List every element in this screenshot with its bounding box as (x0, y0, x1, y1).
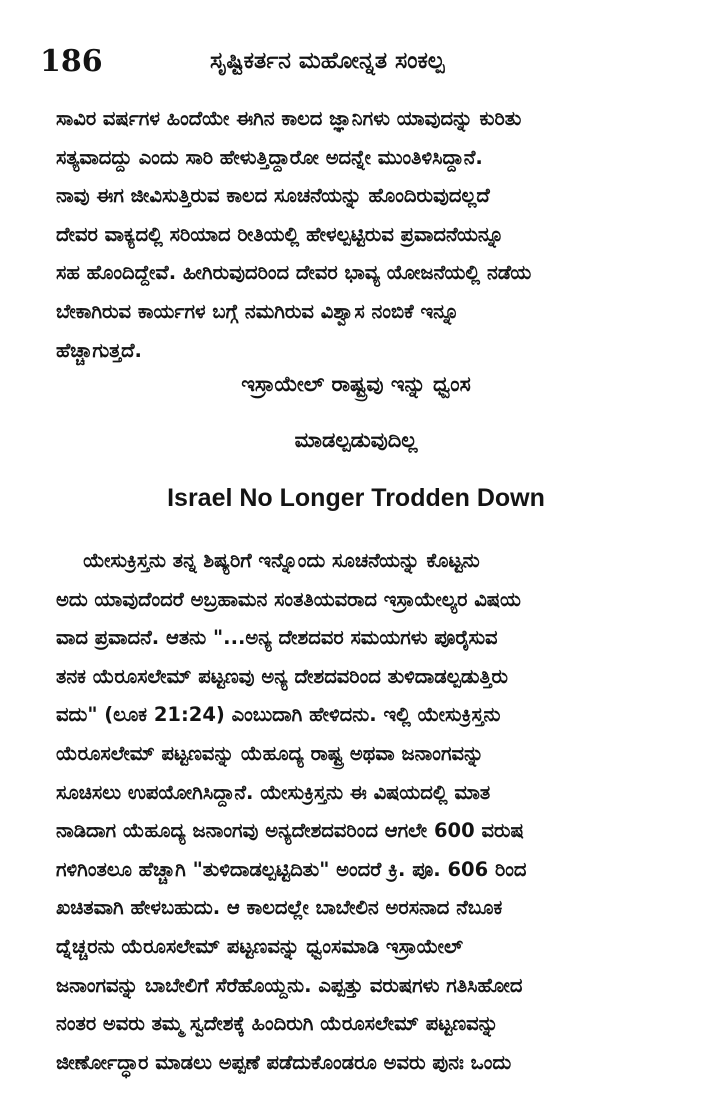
section-heading-kannada-line-1: ಇಸ್ರಾಯೇಲ್ ರಾಷ್ಟ್ರವು ಇನ್ನು ಧ್ವಂಸ (241, 372, 471, 396)
text-line: ಸೂಚಿಸಲು ಉಪಯೋಗಿಸಿದ್ದಾನೆ. ಯೇಸುಕ್ರಿಸ್ತನು ಈ ವಿಷಯದಲ್ಲಿ ಮಾತ (56, 780, 491, 804)
text-line: ತನಕ ಯೆರೂಸಲೇಮ್ ಪಟ್ಟಣವು ಅನ್ಯ ದೇಶದವರಿಂದ ತುಳಿದಾಡಲ್ಪಡುತ್ತಿರು (56, 664, 508, 688)
text-line: ಸಹ ಹೊಂದಿದ್ದೇವೆ. ಹೀಗಿರುವುದರಿಂದ ದೇವರ ಭಾವ್ಯ ಯೋಜನೆಯಲ್ಲಿ ನಡೆಯ (56, 261, 532, 285)
text-line: ನಾವು ಈಗ ಜೀವಿಸುತ್ತಿರುವ ಕಾಲದ ಸೂಚನೆಯನ್ನು ಹೊಂದಿರುವುದಲ್ಲದೆ (56, 184, 490, 208)
text-line: ದ್ನೆಚ್ಚರನು ಯೆರೂಸಲೇಮ್ ಪಟ್ಟಣವನ್ನು ಧ್ವಂಸಮಾಡಿ ಇಸ್ರಾಯೇಲ್ (56, 934, 463, 958)
text-line: ಯೆರೂಸಲೇಮ್ ಪಟ್ಟಣವನ್ನು ಯೆಹೂದ್ಯ ರಾಷ್ಟ್ರ ಅಥವಾ ಜನಾಂಗವನ್ನು (56, 741, 484, 765)
text-line: ಹೆಚ್ಚಾಗುತ್ತದೆ. (56, 338, 142, 362)
text-line: ಸತ್ಯವಾದದ್ದು ಎಂದು ಸಾರಿ ಹೇಳುತ್ತಿದ್ದಾರೋ ಅದನ್ನೇ ಮುಂತಿಳಿಸಿದ್ದಾನೆ. (56, 145, 483, 169)
text-line: ವದು" (ಲೂಕ 21:24) ಎಂಬುದಾಗಿ ಹೇಳಿದನು. ಇಲ್ಲಿ ಯೇಸುಕ್ರಿಸ್ತನು (56, 703, 501, 727)
text-line: ಯೇಸುಕ್ರಿಸ್ತನು ತನ್ನ ಶಿಷ್ಯರಿಗೆ ಇನ್ನೊಂದು ಸೂಚನೆಯನ್ನು ಕೊಟ್ಟನು (56, 549, 480, 572)
text-line: ಬೇಕಾಗಿರುವ ಕಾರ್ಯಗಳ ಬಗ್ಗೆ ನಮಗಿರುವ ವಿಶ್ವಾಸ ನಂಬಿಕೆ ಇನ್ನೂ (56, 299, 460, 323)
paragraph-intro (56, 100, 686, 370)
section-heading-english: Israel No Longer Trodden Down (167, 484, 545, 512)
section-heading-kannada-line-2: ಮಾಡಲ್ಪಡುವುದಿಲ್ಲ (294, 428, 418, 452)
text-line: ಅದು ಯಾವುದೆಂದರೆ ಅಬ್ರಹಾಮನ ಸಂತತಿಯವರಾದ ಇಸ್ರಾಯೇಲ್ಯರ ವಿಷಯ (56, 587, 521, 611)
text-line: ಜೀರ್ಣೋದ್ಧಾರ ಮಾಡಲು ಅಪ್ಪಣೆ ಪಡೆದುಕೊಂಡರೂ ಅವರು ಪುನಃ ಒಂದು (56, 1050, 512, 1074)
page-number: 186 (40, 44, 103, 79)
text-line: ನಾಡಿದಾಗ ಯೆಹೂದ್ಯ ಜನಾಂಗವು ಅನ್ಯದೇಶದವರಿಂದ ಆಗಲೇ 600 ವರುಷ (56, 819, 524, 843)
text-line: ಸಾವಿರ ವರ್ಷಗಳ ಹಿಂದೆಯೇ ಈಗಿನ ಕಾಲದ ಜ್ಞಾನಿಗಳು ಯಾವುದನ್ನು ಕುರಿತು (56, 107, 522, 130)
text-line: ಜನಾಂಗವನ್ನು ಬಾಬೇಲಿಗೆ ಸೆರೆಹೊಯ್ದನು. ಎಪ್ಪತ್ತು ವರುಷಗಳು ಗತಿಸಿಹೋದ (56, 973, 523, 997)
running-title: ಸೃಷ್ಟಿಕರ್ತನ ಮಹೋನ್ನತ ಸಂಕಲ್ಪ (210, 48, 445, 74)
text-line: ದೇವರ ವಾಕ್ಯದಲ್ಲಿ ಸರಿಯಾದ ರೀತಿಯಲ್ಲಿ ಹೇಳಲ್ಪಟ್ಟಿರುವ ಪ್ರವಾದನೆಯನ್ನೂ (56, 222, 504, 246)
text-line: ಗಳಿಗಿಂತಲೂ ಹೆಚ್ಚಾಗಿ "ತುಳಿದಾಡಲ್ಪಟ್ಟಿದಿತು" ಅಂದರೆ ಕ್ರಿ. ಪೂ. 606 ರಿಂದ (56, 857, 527, 881)
text-line: ನಂತರ ಅವರು ತಮ್ಮ ಸ್ವದೇಶಕ್ಕೆ ಹಿಂದಿರುಗಿ ಯೆರೂಸಲೇಮ್ ಪಟ್ಟಣವನ್ನು (56, 1012, 499, 1036)
text-line: ವಾದ ಪ್ರವಾದನೆ. ಆತನು "...ಅನ್ಯ ದೇಶದವರ ಸಮಯಗಳು ಪೂರೈಸುವ (56, 626, 498, 650)
paragraph-body (56, 542, 686, 1082)
text-line: ಖಚಿತವಾಗಿ ಹೇಳಬಹುದು. ಆ ಕಾಲದಲ್ಲೇ ಬಾಬೇಲಿನ ಅರಸನಾದ ನೆಬೂಕ (56, 896, 503, 920)
page-header (40, 44, 680, 84)
